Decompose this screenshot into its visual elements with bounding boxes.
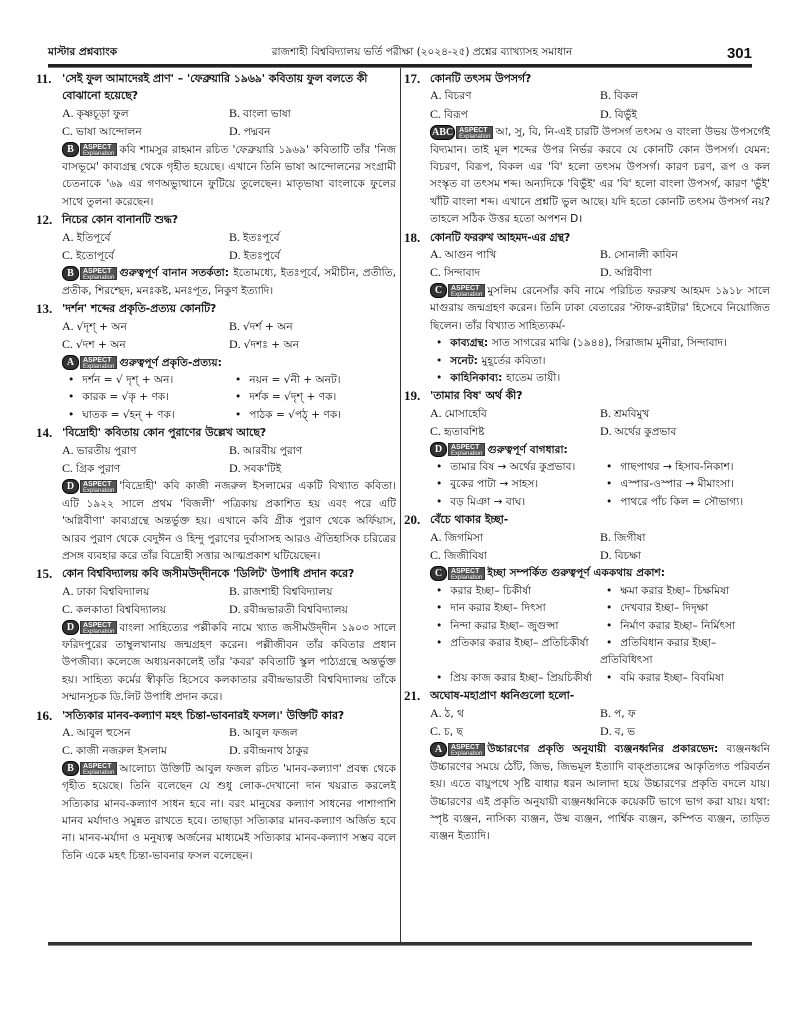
answer-badge: [430, 567, 485, 580]
left-column: [36, 70, 396, 865]
options: [36, 318, 396, 355]
option-text: বিচক্ষা: [614, 549, 641, 562]
question-number: 13.: [36, 301, 53, 317]
option: [62, 123, 229, 141]
aspect-text: ASPECT: [83, 480, 112, 488]
bullet-item: • নিন্দা করার ইচ্ছা– জুগুপ্সা: [430, 618, 600, 635]
option: [600, 705, 770, 723]
question-number: 17.: [404, 71, 421, 86]
option-text: বিকল: [614, 90, 639, 103]
question-number: 14.: [36, 425, 53, 441]
answer-letter-icon: C: [430, 283, 447, 298]
option-text: √দশঃ + অন: [243, 339, 300, 352]
options: [36, 442, 396, 479]
question-text: [404, 687, 770, 704]
bullet-key: কাহিনিকাব্য:: [450, 371, 507, 384]
option-text: আগুন পাখি: [444, 249, 497, 262]
exam-title: রাজশাহী বিশ্ববিদ্যালয় ভর্তি পরীক্ষা (২০২৪-২৫) প্রশ্নের ব্যাখ্যাসহ সমাধান: [271, 46, 573, 58]
option: [229, 247, 396, 265]
question-number: 16.: [36, 707, 53, 723]
option-letter: B.: [600, 247, 615, 262]
option: [430, 423, 600, 441]
option-text: ঢাকা বিশ্ববিদ্যালয়: [76, 585, 150, 598]
bullet-list: [404, 335, 770, 387]
explanation-text: 'বিদ্রোহী' কবি কাজী নজরুল ইসলামের একটি বিখ্যাত কবিতা। এটি ১৯২২ সালে প্রথম 'বিজলী' পত্রিকায় প্রকাশিত হয় এবং পরে এটি 'অগ্নিবীণা' কাব্যগ্রন্থে অন্তর্ভুক্ত হয়। এখানে কবি গ্রীক পুরাণ থেকে অর্ফিয়াস, আরব পুরাণ থেকে বেদুঈন ও হিন্দু পুরাণের দুর্বাসাসহ আরও ঐতিহাসিক চরিত্রের প্রসঙ্গ ব্যবহার করে তাঁর বিদ্রোহী সত্তার আত্মপ্রকাশ ঘটিয়েছেন।: [62, 480, 396, 562]
option-letter: A.: [430, 529, 445, 544]
aspect-text: ASPECT: [451, 444, 480, 452]
option: [430, 106, 600, 124]
option: [430, 87, 600, 105]
bullet-list: [36, 372, 396, 424]
page-number: 301: [726, 45, 752, 62]
option-letter: D.: [229, 602, 244, 617]
bullet-item: • গাছপাথর → হিসাব-নিকাশ।: [600, 459, 770, 476]
option-letter: C.: [62, 248, 77, 263]
bullet-key: কাব্যগ্রন্থ:: [450, 337, 492, 350]
bullet-item: • এস্পার-ওস্পার → মীমাংসা।: [600, 476, 770, 493]
option: [229, 601, 396, 619]
explanation: [36, 620, 396, 707]
option-letter: B.: [229, 442, 244, 457]
option-text: ব, ভ: [614, 726, 636, 739]
aspect-explanation-label: ASPECT Explanation: [80, 356, 117, 369]
question-number: 20.: [404, 512, 421, 528]
explanation-text: আ, সু, বি, নি-এই চারটি উপসর্গ তৎসম ও বাংলা উভয় উপসর্গেই বিদ্যমান। তাই মূল শব্দের উপর নির্ভর করবে যে কোনটি কোন উপসর্গ। যেমন: বিচরণ, বিরূপ, বিকল এর 'বি' হলো তৎসম উপসর্গ। কারণ চরণ, রূপ ও কল সংস্কৃত বা তৎসম শব্দ। অন্যদিকে 'বিভুঁই' এর 'বি' হলো বাংলা উপসর্গ, কারণ 'ভুঁই' খাঁটি বাংলা শব্দ। এখানে প্রশ্নটি ভুল আছে। যদি হতো কোনটি তৎসম উপসর্গ নয়? তাহলে সঠিক উত্তর হতো অপশন D।: [430, 126, 770, 226]
option: [600, 547, 770, 565]
option-text: সিন্দাবাদ: [444, 267, 481, 280]
bullet-value: হাতেম তায়ী।: [506, 371, 561, 384]
explanation: [36, 355, 396, 372]
option-text: আবুল ফজল: [243, 727, 298, 740]
option: [229, 318, 396, 336]
aspect-text: ASPECT: [83, 144, 112, 152]
question-block: [36, 707, 396, 866]
option: [62, 742, 229, 760]
option: [430, 705, 600, 723]
bullet-key: সনেট:: [450, 354, 482, 367]
option-text: ইতোপূর্বে: [76, 250, 115, 263]
option: [430, 405, 600, 423]
explanation: [404, 442, 770, 459]
explanation-title: উচ্চারণের প্রকৃতি অনুযায়ী ব্যঞ্জনধ্বনির প্রকারভেদ:: [487, 743, 727, 756]
option-letter: C.: [430, 424, 445, 439]
right-column: [404, 70, 770, 846]
bullet-item: • প্রিয় কাজ করার ইচ্ছা– প্রিয়চিকীর্ষা: [430, 670, 600, 687]
option-letter: B.: [600, 529, 615, 544]
aspect-explanation-label: ASPECT Explanation: [448, 743, 485, 756]
question-stem: 'সত্যিকার মানব-কল্যাণ মহৎ চিন্তা-ভাবনারই ফসল।' উক্তিটি কার?: [62, 708, 345, 722]
bullet-item: • নির্মাণ করার ইচ্ছা– নির্মিৎসা: [600, 618, 770, 635]
answer-badge: [62, 356, 117, 369]
option-letter: A.: [62, 583, 77, 598]
options: [404, 87, 770, 124]
option: [62, 724, 229, 742]
option-text: বিভুঁই: [614, 108, 638, 121]
option: [62, 105, 229, 123]
aspect-explanation-label: ASPECT Explanation: [80, 762, 117, 775]
option: [229, 105, 396, 123]
bullet-item: • তামার বিষ → অর্থের কুপ্রভাব।: [430, 459, 600, 476]
aspect-explanation-label: ASPECT Explanation: [80, 267, 117, 280]
book-title: মাস্টার প্রশ্নব্যাংক: [48, 46, 118, 58]
answer-letter-icon: D: [62, 620, 79, 635]
option-letter: B.: [229, 318, 244, 333]
bullet-list: [404, 459, 770, 511]
explanation-text: কবি শামসুর রাহমান রচিত 'ফেব্রুয়ারি ১৯৬৯' কবিতাটি তাঁর 'নিজ বাসভূমে' কাব্যগ্রন্থ থেকে গৃহীত হয়েছে। এখানে তিনি ভাষা আন্দোলনের সংগ্রামী চেতনাকে '৬৯ এর গণঅভ্যুত্থানে ফুটিয়ে তুলেছেন। মাতৃভাষা বাংলাকে ফুলের সাথে তুলনা করেছেন।: [62, 143, 396, 208]
option-letter: A.: [62, 105, 77, 120]
explanation: [404, 283, 770, 335]
aspect-explanation-label: ASPECT Explanation: [448, 443, 485, 456]
option: [229, 442, 396, 460]
answer-letter-icon: A: [430, 742, 447, 757]
option: [229, 742, 396, 760]
explanation-text: আলোচ্য উক্তিটি আবুল ফজল রচিত 'মানব-কল্যাণ' প্রবন্ধ থেকে গৃহীত হয়েছে। তিনি বলেছেন যে শুধু লোক-দেখানো দান খয়রাত করলেই সত্যিকার মানব-কল্যাণ সাধন হবে না। বরং মানুষের কল্যাণ সাধনের পাশাপাশি মানব মর্যাদাও সমুন্নত রাখতে হবে। তাছাড়া সত্যিকার মানব-কল্যাণ অর্জিত হবে না। মানব-মর্যাদা ও মনুষ্যত্ব অর্জনের মাধ্যমেই সত্যিকার মানব-কল্যাণ সম্ভব বলে তিনি একে মহৎ চিন্তা-ভাবনার ফসল বলেছেন।: [62, 762, 396, 862]
bullet-item: • প্রতিকার করার ইচ্ছা– প্রতিচিকীর্ষা: [430, 635, 600, 670]
option: [62, 318, 229, 336]
bullet-item: • বড় মিঞা → বাঘ।: [430, 494, 600, 511]
question-stem: অঘোষ-মহাপ্রাণ ধ্বনিগুলো হলো-: [430, 689, 575, 703]
question-number: 11.: [36, 71, 52, 86]
question-number: 21.: [404, 688, 421, 704]
option-letter: D.: [229, 460, 244, 475]
question-stem: বেঁচে থাকার ইচ্ছা-: [430, 513, 509, 527]
explanation: [36, 142, 396, 212]
option-letter: D.: [600, 547, 615, 562]
option: [229, 336, 396, 354]
options: [36, 229, 396, 266]
option: [62, 601, 229, 619]
question-block: [404, 229, 770, 388]
option-letter: C.: [62, 124, 77, 139]
option: [600, 723, 770, 741]
answer-badge: [62, 267, 117, 280]
aspect-explanation-label: ASPECT Explanation: [80, 143, 117, 156]
question-block: [36, 424, 396, 565]
option-letter: A.: [62, 318, 77, 333]
question-text: [36, 211, 396, 228]
question-stem: কোন বিশ্ববিদ্যালয় কবি জসীমউদ্‌দীনকে 'ডিলিট' উপাধি প্রদান করে?: [62, 567, 355, 581]
option-letter: B.: [600, 405, 615, 420]
aspect-text: ASPECT: [83, 763, 112, 771]
option-text: বিরূপ: [444, 108, 468, 121]
question-number: 15.: [36, 566, 53, 582]
question-text: [36, 300, 396, 317]
option-letter: C.: [430, 724, 445, 739]
answer-badge: [62, 621, 117, 634]
option-letter: A.: [430, 705, 445, 720]
option-text: হৃতাবশিষ্ট: [444, 426, 485, 439]
option: [430, 264, 600, 282]
explanation: [404, 124, 770, 228]
option-text: সোনালী কাবিন: [614, 249, 678, 262]
bullet-item: • পাথরে পাঁচ কিল = সৌভাগ্য।: [600, 494, 770, 511]
bullet-item: • কারক = √কৃ + ণক।: [62, 389, 229, 406]
option-text: ইতিপূর্বে: [76, 231, 111, 244]
bullet-value: মুহূর্তের কবিতা।: [481, 354, 546, 367]
bullet-item: • পাঠক = √পঠ্ + ণক।: [229, 407, 396, 424]
explanation: [404, 565, 770, 582]
option-text: ভারতীয় পুরাণ: [76, 444, 137, 457]
aspect-explanation-label: ASPECT Explanation: [80, 621, 117, 634]
answer-letter-icon: C: [430, 566, 447, 581]
option-text: √দর্শ + অন: [243, 320, 293, 333]
aspect-text: ASPECT: [83, 357, 112, 364]
options: [404, 705, 770, 742]
option-text: ইতঃপূর্বে: [243, 231, 280, 244]
option: [600, 529, 770, 547]
explanation: [404, 741, 770, 845]
options: [404, 246, 770, 283]
option-text: চ, ছ: [444, 726, 463, 739]
option-text: ইতঃপুর্বে: [243, 250, 281, 263]
answer-letter-icon: B: [62, 761, 79, 776]
option-text: কাজী নজরুল ইসলাম: [76, 745, 167, 758]
option: [62, 583, 229, 601]
explanation-text: মুসলিম রেনেসাঁর কবি নামে পরিচিত ফররুখ আহমদ ১৯১৮ সালে মাগুরায় জন্মগ্রহণ করেন। তিনি ঢাকা বেতারের 'স্টাফ-রাইটার' হিসেবে নিয়োজিত ছিলেন। তাঁর বিখ্যাত সাহিত্যকর্ম-: [430, 284, 770, 332]
option-text: সবক'টিই: [243, 462, 282, 475]
explanation-title: গুরুত্বপূর্ণ বানান সতর্কতা:: [119, 267, 234, 280]
option: [430, 723, 600, 741]
option-text: আরবীয় পুরাণ: [243, 444, 303, 457]
option-letter: D.: [600, 424, 615, 439]
aspect-text: ASPECT: [451, 743, 480, 751]
option-letter: D.: [229, 248, 244, 263]
option-text: প, ফ: [614, 707, 636, 720]
option-text: পদ্মবন: [243, 126, 271, 139]
option-text: রবীন্দ্রনাথ ঠাকুর: [243, 745, 309, 758]
option-letter: D.: [229, 743, 244, 758]
question-number: 18.: [404, 229, 421, 245]
aspect-explanation-label: ASPECT Explanation: [456, 126, 493, 139]
question-stem: 'তামার বিষ' অর্থ কী?: [430, 389, 523, 403]
question-text: [404, 387, 770, 404]
question-block: [36, 300, 396, 424]
option: [62, 460, 229, 478]
answer-badge: [62, 143, 117, 156]
question-block: [36, 565, 396, 706]
answer-letter-icon: D: [430, 442, 447, 457]
explanation: [36, 478, 396, 565]
option: [229, 229, 396, 247]
bullet-item: • নয়ন = √নী + অনট।: [229, 372, 396, 389]
option-text: কৃষ্ণচূড়া ফুল: [76, 107, 129, 120]
option-text: মোসাহেবি: [444, 407, 487, 420]
bullet-item: • দান করার ইচ্ছা– দিৎসা: [430, 600, 600, 617]
explanation: [36, 761, 396, 865]
option-text: বিচরণ: [444, 90, 472, 103]
option: [600, 87, 770, 105]
option: [430, 246, 600, 264]
bullet-item: • দেখবার ইচ্ছা– দিদৃক্ষা: [600, 600, 770, 617]
question-text: [36, 70, 396, 105]
answer-badge: [430, 743, 485, 756]
answer-badge: [62, 480, 117, 493]
bullet-item: [430, 353, 770, 370]
option-text: কলকাতা বিশ্ববিদ্যালয়: [76, 604, 166, 617]
option: [600, 264, 770, 282]
answer-badge: [430, 126, 493, 139]
option: [600, 106, 770, 124]
explanation-title: গুরুত্বপূর্ণ বাগধারা:: [487, 443, 568, 456]
answer-letter-icon: ABC: [432, 126, 454, 138]
option-letter: D.: [600, 724, 615, 739]
explanation: [36, 265, 396, 300]
answer-letter-icon: B: [62, 266, 79, 281]
aspect-explanation-label: ASPECT Explanation: [448, 567, 485, 580]
bullet-list: [404, 583, 770, 687]
option-letter: C.: [430, 547, 445, 562]
option-text: গ্রিক পুরাণ: [76, 462, 121, 475]
question-text: [36, 424, 396, 441]
option-letter: B.: [600, 705, 615, 720]
option: [62, 336, 229, 354]
question-block: [404, 687, 770, 846]
aspect-text: ASPECT: [83, 622, 112, 630]
aspect-explanation-label: ASPECT Explanation: [448, 284, 485, 297]
option-letter: C.: [430, 265, 445, 280]
option-letter: B.: [229, 583, 244, 598]
options: [36, 724, 396, 761]
option: [430, 529, 600, 547]
option: [229, 724, 396, 742]
question-block: [404, 511, 770, 687]
option-text: জিগীষা: [614, 531, 646, 544]
column-divider: [400, 68, 401, 942]
option-letter: C.: [62, 602, 77, 617]
option-text: ঠ, থ: [444, 707, 464, 720]
bullet-item: • করার ইচ্ছা– চিকীর্ষা: [430, 583, 600, 600]
footer-rule: [48, 942, 752, 946]
options: [36, 105, 396, 142]
option-letter: D.: [229, 337, 244, 352]
option: [229, 123, 396, 141]
answer-letter-icon: D: [62, 479, 79, 494]
option-letter: A.: [430, 88, 445, 103]
answer-letter-icon: A: [62, 355, 79, 370]
bullet-item: • ঘাতক = √হন্ + ণক।: [62, 407, 229, 424]
page-header: [48, 44, 752, 62]
option-letter: A.: [62, 229, 77, 244]
aspect-text: ASPECT: [459, 126, 488, 134]
question-stem: 'বিদ্রোহী' কবিতায় কোন পুরাণের উল্লেখ আছে?: [62, 426, 267, 440]
question-block: [404, 70, 770, 229]
question-number: 12.: [36, 212, 53, 228]
explanation-text: বাংলা সাহিত্যের পল্লীকবি নামে খ্যাত জসীমউদ্‌দীন ১৯০৩ সালে ফরিদপুরের তাম্বুলখানায় জন্মগ্রহণ করেন। পল্লীজীবন তাঁর কবিতার প্রধান উপজীব্য। কলেজে অধ্যয়নকালেই তাঁর 'কবর' কবিতাটি স্কুল পাঠ্যগ্রন্থে অন্তর্ভুক্ত হয়। সাহিত্য কর্মের স্বীকৃতি হিসেবে কলকাতার রবীন্দ্রভারতী বিশ্ববিদ্যালয় তাঁকে সম্মানসূচক ডি.লিট উপাধি প্রদান করে।: [62, 621, 396, 704]
option-letter: C.: [62, 460, 77, 475]
option-letter: C.: [62, 337, 77, 352]
option: [600, 246, 770, 264]
option-text: রাজশাহী বিশ্ববিদ্যালয়: [243, 585, 333, 598]
question-text: [36, 565, 396, 582]
option-text: ভাষা আন্দোলন: [76, 126, 142, 139]
question-text: [404, 511, 770, 528]
option-letter: D.: [600, 106, 615, 121]
option-text: √দশ + অন: [76, 339, 126, 352]
option-text: √দৃশ্ + অন: [76, 320, 127, 333]
option-letter: B.: [600, 88, 615, 103]
option-text: অর্থের কুপ্রভাব: [614, 426, 677, 439]
bullet-item: [430, 370, 770, 387]
option-text: জিজীবিষা: [444, 549, 487, 562]
option-letter: B.: [229, 229, 244, 244]
option-letter: C.: [62, 743, 77, 758]
option-text: বাংলা ভাষা: [243, 107, 291, 120]
bullet-item: • দর্শক = √দৃশ্ + ণক।: [229, 389, 396, 406]
bullet-item: • ক্ষমা করার ইচ্ছা– চিক্ষমিষা: [600, 583, 770, 600]
bullet-item: • বমি করার ইচ্ছা– বিবমিষা: [600, 670, 770, 687]
option-letter: A.: [430, 405, 445, 420]
options: [404, 405, 770, 442]
question-stem: 'দর্শন' শব্দের প্রকৃতি-প্রত্যয় কোনটি?: [62, 302, 217, 316]
option-text: জিগমিসা: [444, 531, 484, 544]
option: [62, 442, 229, 460]
option: [62, 247, 229, 265]
bullet-value: সাত সাগরের মাঝি (১৯৪৪), সিরাজাম মুনীরা, সিন্দাবাদ।: [491, 337, 727, 350]
aspect-text: ASPECT: [83, 267, 112, 275]
question-stem: কোনটি ফররুখ আহমদ-এর গ্রন্থ?: [430, 230, 571, 244]
option-text: অগ্নিবীণা: [614, 267, 652, 280]
option: [600, 423, 770, 441]
answer-badge: [430, 284, 485, 297]
options: [404, 529, 770, 566]
option-letter: D.: [229, 124, 244, 139]
bullet-item: [430, 335, 770, 352]
option: [600, 405, 770, 423]
option: [229, 583, 396, 601]
question-text: [404, 70, 770, 87]
question-number: 19.: [404, 388, 421, 404]
explanation-title: গুরুত্বপূর্ণ প্রকৃতি-প্রত্যয়:: [119, 356, 222, 369]
option: [229, 460, 396, 478]
option-text: রবীন্দ্রভারতী বিশ্ববিদ্যালয়: [243, 604, 348, 617]
option-letter: D.: [600, 265, 615, 280]
bullet-item: • দর্শন = √ দৃশ্ + অন।: [62, 372, 229, 389]
explanation-text: ইতোমধ্যে, ইতঃপূর্বে, সমীচীন, প্রতীতি, প্রতীক, শিরশ্ছেদ, মনঃকষ্ট, মনঃপূত, নিকুণ ইত্যাদি।: [62, 267, 396, 297]
option: [430, 547, 600, 565]
explanation-text: ব্যঞ্জনধ্বনি উচ্চারণের সময়ে ঠোঁট, জিভ, জিভমূল ইত্যাদি বাক্‌প্রত্যঙ্গের আকৃতিগত পরিবর্তন হয়। এতে বায়ুপথে সৃষ্টি বাধার ধরন আলাদা হয়ে উচ্চারণের প্রকৃতি বদলে যায়। উচ্চারণের এই প্রকৃতি অনুযায়ী ব্যঞ্জনধ্বনিকে কয়েকটি ভাগে ভাগ করা যায়। যথা: স্পৃষ্ট ব্যঞ্জন, নাসিক্য ব্যঞ্জন, উষ্ম ব্যঞ্জন, পার্শ্বিক ব্যঞ্জন, কম্পিত ব্যঞ্জন, তাড়িত ব্যঞ্জন ইত্যাদি।: [430, 743, 770, 843]
question-text: [404, 229, 770, 246]
options: [36, 583, 396, 620]
bullet-item: • প্রতিবিধান করার ইচ্ছা– প্রতিবিধিৎসা: [600, 635, 770, 670]
option-letter: C.: [430, 106, 445, 121]
question-block: [404, 387, 770, 511]
question-block: [36, 211, 396, 300]
option: [62, 229, 229, 247]
answer-letter-icon: B: [62, 142, 79, 157]
aspect-text: ASPECT: [451, 567, 480, 575]
answer-badge: [430, 443, 485, 456]
question-stem: কোনটি তৎসম উপসর্গ?: [430, 72, 532, 85]
option-letter: B.: [229, 725, 244, 740]
aspect-text: ASPECT: [451, 285, 480, 293]
question-text: [36, 707, 396, 724]
option-letter: A.: [62, 725, 77, 740]
option-letter: B.: [229, 105, 244, 120]
answer-badge: [62, 762, 117, 775]
option-letter: A.: [430, 247, 445, 262]
bullet-item: • বুকের পাটা → সাহস।: [430, 476, 600, 493]
option-text: শ্রমবিমুখ: [614, 407, 650, 420]
question-stem: নিচের কোন বানানটি শুদ্ধ?: [62, 213, 179, 227]
option-letter: A.: [62, 442, 77, 457]
option-text: আবুল হুসেন: [76, 727, 131, 740]
explanation-title: ইচ্ছা সম্পর্কিত গুরুত্বপূর্ণ এককথায় প্রকাশ:: [487, 567, 665, 580]
aspect-explanation-label: ASPECT Explanation: [80, 480, 117, 493]
question-block: [36, 70, 396, 211]
question-stem: 'সেই ফুল আমাদেরই প্রাণ' – 'ফেব্রুয়ারি ১৯৬৯' কবিতায় ফুল বলতে কী বোঝানো হয়েছে?: [62, 72, 368, 103]
